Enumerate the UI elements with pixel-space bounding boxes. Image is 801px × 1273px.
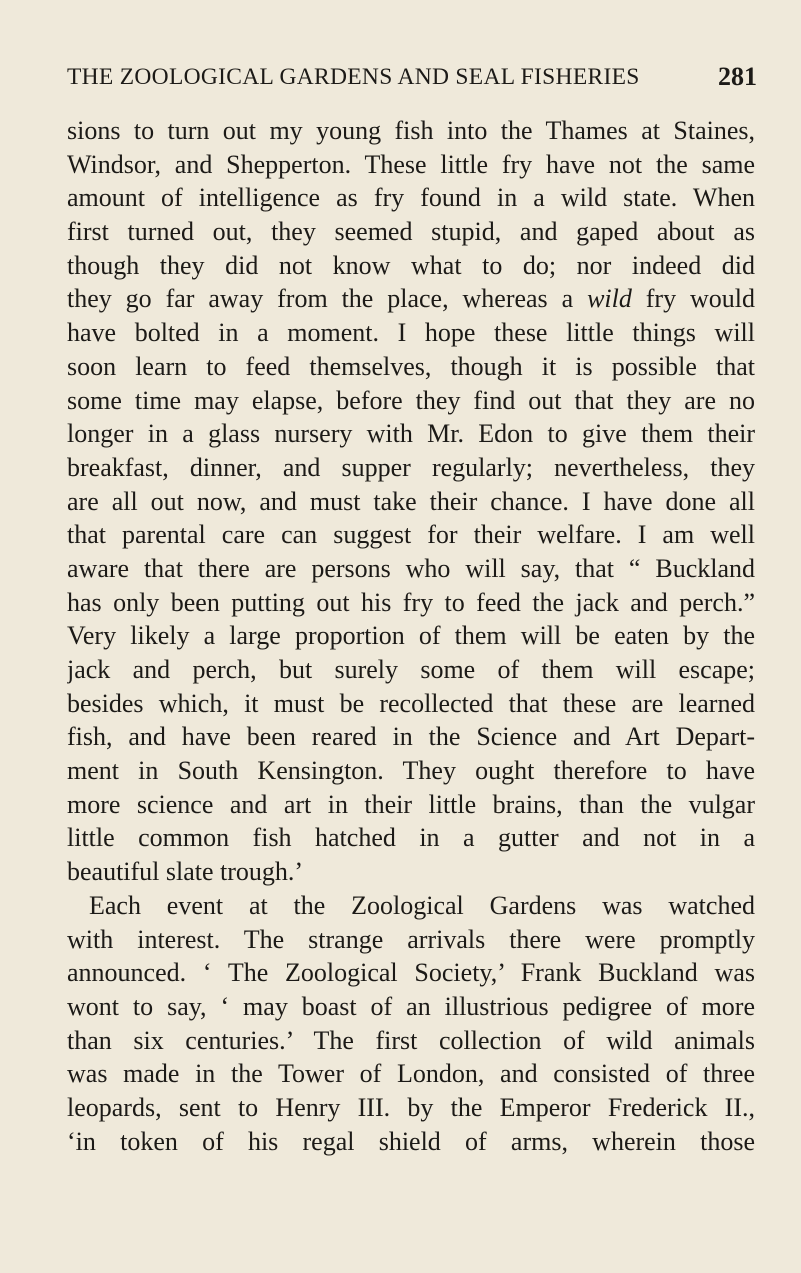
text-line: little common fish hatched in a gutter and not in a (67, 823, 755, 853)
text-line: first turned out, they seemed stupid, and gaped about as (67, 217, 755, 247)
text-segment: they go far away from the place, whereas a (67, 284, 574, 314)
text-line: Windsor, and Shepperton. These little fry have not the same (67, 149, 755, 179)
text-line: announced. ‘ The Zoological Society,’ Frank Buckland was (67, 958, 755, 988)
text-line: with interest. The strange arrivals there were promptly (67, 924, 755, 954)
text-line: soon learn to feed themselves, though it is possible that (67, 351, 755, 381)
text-line: longer in a glass nursery with Mr. Edon to give them their (67, 419, 755, 449)
text-segment: fry would (631, 284, 755, 314)
text-line: ‘in token of his regal shield of arms, wherein those (67, 1126, 755, 1156)
text-line: more science and art in their little brains, than the vulgar (67, 789, 755, 819)
text-line: jack and perch, but surely some of them will escape; (67, 655, 755, 684)
text-line: amount of intelligence as fry found in a wild state. When (67, 183, 755, 213)
text-line: breakfast, dinner, and supper regularly; nevertheless, they (67, 452, 755, 482)
text-line: sions to turn out my young fish into the Thames at Staines, (67, 116, 755, 145)
text-line: have bolted in a moment. I hope these little things will (67, 318, 755, 348)
text-line: Each event at the Zoological Gardens was watched (89, 890, 755, 920)
text-line: are all out now, and must take their chance. I have done all (67, 486, 755, 516)
running-head (57, 60, 757, 100)
text-line: that parental care can suggest for their welfare. I am well (67, 520, 755, 550)
page-number: 281 (718, 62, 757, 91)
text-line: some time may elapse, before they find out that they are no (67, 385, 755, 415)
running-title: THE ZOOLOGICAL GARDENS AND SEAL FISHERIES (67, 64, 640, 90)
body-text (67, 114, 755, 1158)
text-line-with-italic (67, 282, 755, 316)
text-line: Very likely a large proportion of them will be eaten by the (67, 621, 755, 651)
text-line: was made in the Tower of London, and consisted of three (67, 1059, 755, 1089)
text-line: than six centuries.’ The first collection of wild animals (67, 1025, 755, 1055)
text-line: beautiful slate trough.’ (67, 857, 304, 887)
text-line: wont to say, ‘ may boast of an illustrious pedigree of more (67, 991, 755, 1021)
text-line: has only been putting out his fry to feed the jack and perch.” (67, 587, 755, 617)
text-line: fish, and have been reared in the Science and Art Depart- (67, 722, 755, 752)
text-line: besides which, it must be recollected that these are learned (67, 688, 755, 718)
italic-word: wild (587, 284, 632, 314)
text-line: though they did not know what to do; nor indeed did (67, 250, 755, 280)
text-line: ment in South Kensington. They ought therefore to have (67, 756, 755, 786)
text-line: aware that there are persons who will say, that “ Buckland (67, 553, 755, 583)
text-line: leopards, sent to Henry III. by the Emperor Frederick II., (67, 1092, 755, 1122)
